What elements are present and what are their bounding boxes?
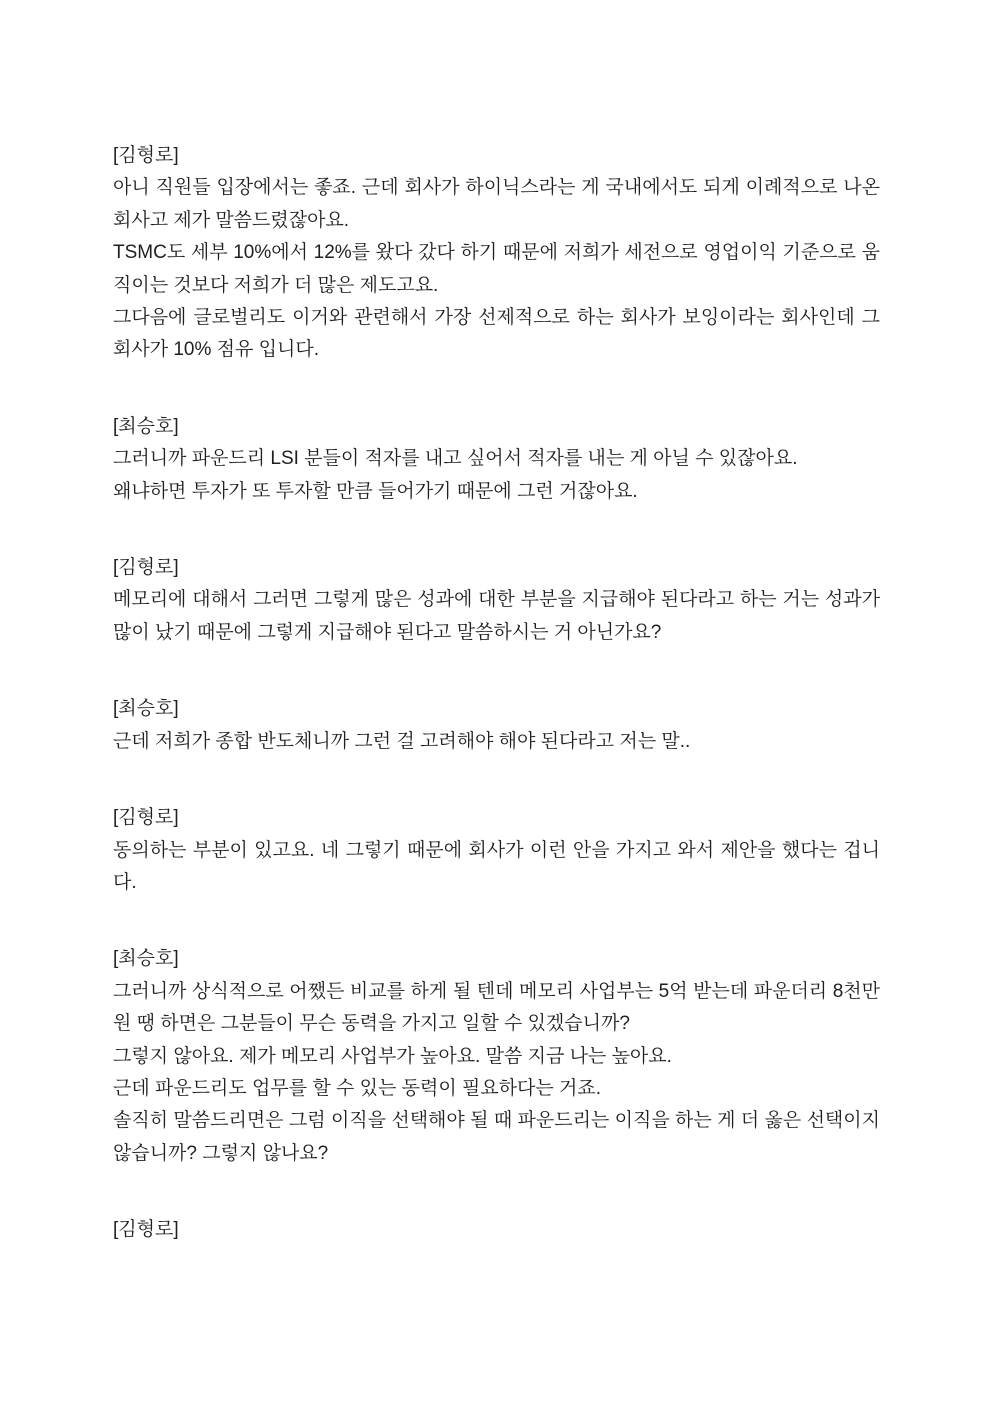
speech-block <box>113 693 880 758</box>
speech-block <box>113 552 880 649</box>
transcript-paragraph: 그렇지 않아요. 제가 메모리 사업부가 높아요. 말씀 지금 나는 높아요. <box>113 1045 672 1067</box>
speaker-label: [최승호] <box>113 948 179 970</box>
transcript-paragraph: 그러니까 상식적으로 어쨌든 비교를 하게 될 텐데 메모리 사업부는 5억 받는데 파운더리 8천만 원 땡 하면은 그분들이 무슨 동력을 가지고 일할 수 있겠습니까? <box>113 980 880 1035</box>
speaker-label: [김형로] <box>113 557 179 579</box>
speaker-label: [최승호] <box>113 415 179 437</box>
transcript <box>113 140 880 1247</box>
speaker-label: [최승호] <box>113 698 179 720</box>
speech-block <box>113 943 880 1170</box>
speech-block <box>113 140 880 367</box>
speaker-label: [김형로] <box>113 807 179 829</box>
transcript-paragraph: TSMC도 세부 10%에서 12%를 왔다 갔다 하기 때문에 저희가 세전으로 영업이익 기준으로 움직이는 것보다 저희가 더 많은 제도고요. <box>113 242 880 296</box>
transcript-paragraph: 메모리에 대해서 그러면 그렇게 많은 성과에 대한 부분을 지급해야 된다라고 하는 거는 성과가 많이 났기 때문에 그렇게 지급해야 된다고 말씀하시는 거 아닌가요? <box>113 589 880 643</box>
speaker-label: [김형로] <box>113 145 179 166</box>
transcript-paragraph: 왜냐하면 투자가 또 투자할 만큼 들어가기 때문에 그런 거잖아요. <box>113 480 638 502</box>
transcript-paragraph: 그다음에 글로벌리도 이거와 관련해서 가장 선제적으로 하는 회사가 보잉이라는 회사인데 그 회사가 10% 점유 입니다. <box>113 307 880 361</box>
transcript-paragraph: 동의하는 부분이 있고요. 네 그렇기 때문에 회사가 이런 안을 가지고 와서 제안을 했다는 겁니다. <box>113 839 880 893</box>
transcript-paragraph: 아니 직원들 입장에서는 좋죠. 근데 회사가 하이닉스라는 게 국내에서도 되게 이례적으로 나온 회사고 제가 말씀드렸잖아요. <box>113 177 880 231</box>
speech-block <box>113 411 880 508</box>
transcript-paragraph: 그러니까 파운드리 LSI 분들이 적자를 내고 싶어서 적자를 내는 게 아닐 수 있잖아요. <box>113 448 798 470</box>
transcript-paragraph: 근데 파운드리도 업무를 할 수 있는 동력이 필요하다는 거죠. <box>113 1077 602 1099</box>
transcript-paragraph: 솔직히 말씀드리면은 그럼 이직을 선택해야 될 때 파운드리는 이직을 하는 게 더 옳은 선택이지 않습니까? 그렇지 않나요? <box>113 1110 880 1164</box>
speaker-label: [김형로] <box>113 1219 179 1241</box>
speech-block <box>113 1214 880 1246</box>
speech-block <box>113 802 880 899</box>
transcript-paragraph: 근데 저희가 종합 반도체니까 그런 걸 고려해야 해야 된다라고 저는 말.. <box>113 730 691 752</box>
